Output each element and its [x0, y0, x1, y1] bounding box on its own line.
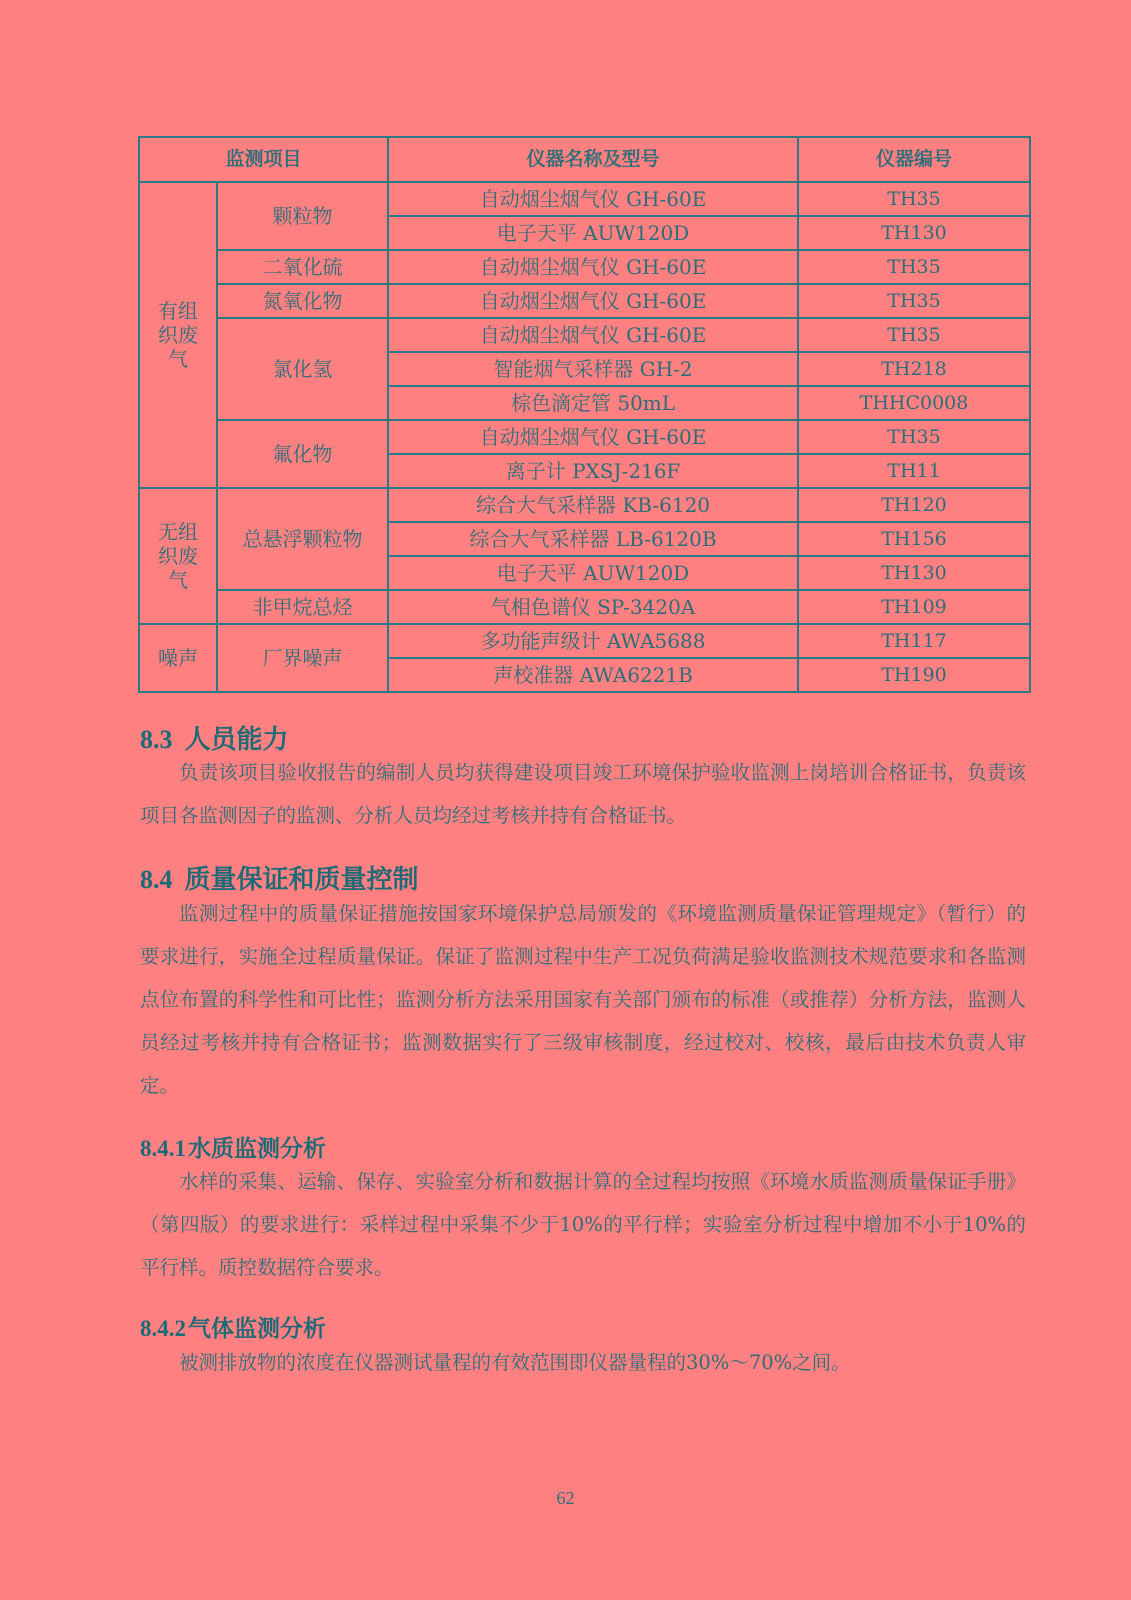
paragraph-8-3: 负责该项目验收报告的编制人员均获得建设项目竣工环境保护验收监测上岗培训合格证书，负责该项目各监测因子的监测、分析人员均经过考核并持有合格证书。 — [140, 761, 1026, 827]
instrument-cell: 自动烟尘烟气仪 GH-60E — [388, 318, 798, 352]
section-title: 质量保证和质量控制 — [184, 865, 419, 895]
instrument-cell: 多功能声级计 AWA5688 — [388, 624, 798, 658]
table-row — [139, 250, 1030, 284]
instrument-cell: 自动烟尘烟气仪 GH-60E — [388, 250, 798, 284]
code-cell: TH109 — [798, 590, 1030, 624]
table-row — [139, 182, 1030, 216]
heading-8-4-1 — [140, 1130, 326, 1163]
instrument-cell: 电子天平 AUW120D — [388, 216, 798, 250]
instrument-cell: 综合大气采样器 KB-6120 — [388, 488, 798, 522]
instrument-cell: 综合大气采样器 LB-6120B — [388, 522, 798, 556]
paragraph-8-4: 监测过程中的质量保证措施按国家环境保护总局颁发的《环境监测质量保证管理规定》（暂行）的要求进行，实施全过程质量保证。保证了监测过程中生产工况负荷满足验收监测技术规范要求和各监测点位布置的科学性和可比性；监测分析方法采用国家有关部门颁布的标准（或推荐）分析方法，监测人员经过考核并持有合格证书；监测数据实行了三级审核制度，经过校对、校核，最后由技术负责人审定。 — [140, 902, 1026, 1097]
header-monitoring-item: 监测项目 — [139, 137, 388, 182]
table-row — [139, 284, 1030, 318]
code-cell: TH35 — [798, 318, 1030, 352]
page-number: 62 — [556, 1488, 575, 1508]
instrument-table — [138, 136, 1031, 693]
table-row — [139, 590, 1030, 624]
category-noise: 噪声 — [139, 624, 217, 692]
table-row — [139, 420, 1030, 454]
instrument-cell: 电子天平 AUW120D — [388, 556, 798, 590]
category-organized-gas — [139, 182, 217, 488]
code-cell: TH130 — [798, 216, 1030, 250]
code-cell: TH35 — [798, 182, 1030, 216]
table-header-row — [139, 137, 1030, 182]
instrument-cell: 声校准器 AWA6221B — [388, 658, 798, 692]
section-title: 水质监测分析 — [188, 1135, 326, 1162]
category-unorganized-gas — [139, 488, 217, 624]
section-title: 气体监测分析 — [188, 1315, 326, 1342]
code-cell: TH130 — [798, 556, 1030, 590]
section-number: 8.3 — [140, 725, 173, 754]
section-number: 8.4 — [140, 865, 173, 894]
code-cell: TH11 — [798, 454, 1030, 488]
instrument-cell: 自动烟尘烟气仪 GH-60E — [388, 182, 798, 216]
heading-8-4 — [140, 859, 419, 896]
paragraph-8-4-1: 水样的采集、运输、保存、实验室分析和数据计算的全过程均按照《环境水质监测质量保证手册》（第四版）的要求进行：采样过程中采集不少于10%的平行样；实验室分析过程中增加不小于10%的平行样。质控数据符合要求。 — [140, 1170, 1026, 1279]
code-cell: TH35 — [798, 284, 1030, 318]
code-cell: TH117 — [798, 624, 1030, 658]
header-instrument-code: 仪器编号 — [798, 137, 1030, 182]
code-cell: TH190 — [798, 658, 1030, 692]
header-instrument: 仪器名称及型号 — [388, 137, 798, 182]
item-particulate: 颗粒物 — [217, 182, 388, 250]
instrument-cell: 气相色谱仪 SP-3420A — [388, 590, 798, 624]
code-cell: THHC0008 — [798, 386, 1030, 420]
heading-8-4-2 — [140, 1310, 326, 1343]
item-hcl: 氯化氢 — [217, 318, 388, 420]
section-title: 人员能力 — [184, 725, 289, 755]
code-cell: TH35 — [798, 250, 1030, 284]
table-row — [139, 624, 1030, 658]
category-label: 有组织废气 — [158, 299, 198, 371]
instrument-cell: 自动烟尘烟气仪 GH-60E — [388, 284, 798, 318]
code-cell: TH156 — [798, 522, 1030, 556]
table-row — [139, 318, 1030, 352]
section-number: 8.4.1 — [140, 1136, 186, 1161]
item-tsp: 总悬浮颗粒物 — [217, 488, 388, 590]
instrument-cell: 智能烟气采样器 GH-2 — [388, 352, 798, 386]
instrument-cell: 自动烟尘烟气仪 GH-60E — [388, 420, 798, 454]
item-nmhc: 非甲烷总烃 — [217, 590, 388, 624]
code-cell: TH218 — [798, 352, 1030, 386]
table-row — [139, 488, 1030, 522]
code-cell: TH35 — [798, 420, 1030, 454]
item-nox: 氮氧化物 — [217, 284, 388, 318]
instrument-cell: 棕色滴定管 50mL — [388, 386, 798, 420]
instrument-cell: 离子计 PXSJ-216F — [388, 454, 798, 488]
item-fluoride: 氟化物 — [217, 420, 388, 488]
paragraph-8-4-2: 被测排放物的浓度在仪器测试量程的有效范围即仪器量程的30%～70%之间。 — [179, 1351, 851, 1374]
code-cell: TH120 — [798, 488, 1030, 522]
item-so2: 二氧化硫 — [217, 250, 388, 284]
item-boundary-noise: 厂界噪声 — [217, 624, 388, 692]
section-number: 8.4.2 — [140, 1316, 186, 1341]
category-label: 无组织废气 — [158, 520, 198, 592]
